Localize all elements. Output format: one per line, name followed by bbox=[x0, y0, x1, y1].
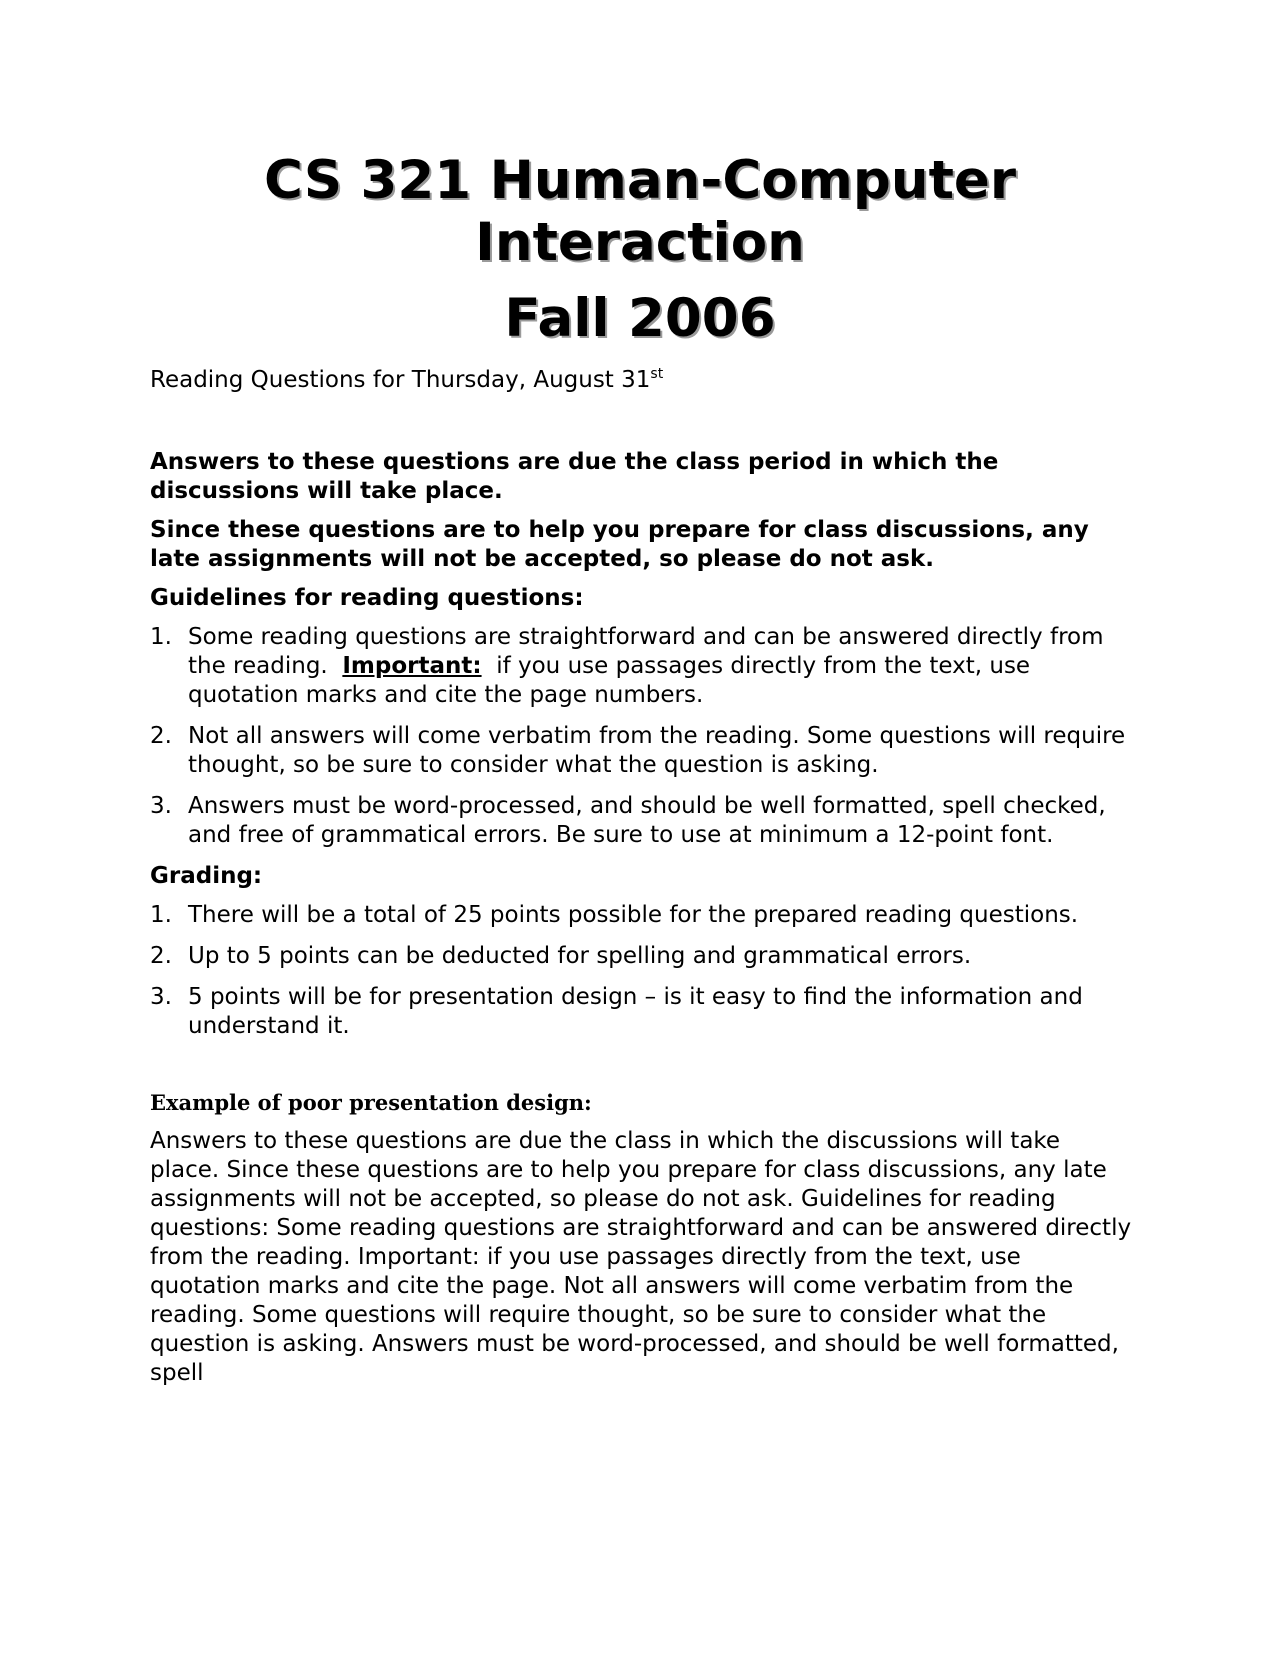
example-heading: Example of poor presentation design: bbox=[150, 1090, 592, 1115]
guidelines-heading: Guidelines for reading questions: bbox=[150, 585, 584, 611]
guideline-item bbox=[150, 722, 1130, 780]
grading-number: 1. bbox=[150, 902, 172, 928]
late-policy-notice: Since these questions are to help you prepare for class discussions, any late assignments will not be accepted, so please do not ask. bbox=[150, 517, 1089, 572]
title-line-subject: Interaction bbox=[475, 212, 805, 273]
grading-item bbox=[150, 983, 1130, 1041]
important-label: Important: bbox=[342, 653, 482, 679]
guideline-text: Not all answers will come verbatim from the reading. Some questions will require thought, so be sure to consider what the question is asking. bbox=[188, 723, 1126, 778]
guideline-text-continued: if you use passages directly from the text, use quotation marks and cite the page numbers. bbox=[188, 653, 1031, 708]
guideline-text: Answers must be word-processed, and should be well formatted, spell checked, and free of grammatical errors. Be sure to use at minimum a 12-point font. bbox=[188, 793, 1106, 848]
grading-item bbox=[150, 942, 1130, 971]
title-line-term: Fall 2006 bbox=[504, 288, 776, 349]
guideline-number: 3. bbox=[150, 793, 172, 819]
guidelines-list bbox=[150, 623, 1130, 850]
grading-text: Up to 5 points can be deducted for spelling and grammatical errors. bbox=[188, 943, 972, 969]
guideline-item bbox=[150, 792, 1130, 850]
grading-item bbox=[150, 901, 1130, 930]
guideline-text: Some reading questions are straightforward and can be answered directly from the reading. bbox=[188, 624, 1104, 679]
example-paragraph: Answers to these questions are due the class in which the discussions will take place. Since these questions are to help you prepare for class discussions, any late assignments will not be accepted, so please do not ask. Guidelines for reading questions: Some reading questions are straightforward and can be answered directly from the reading. Important: if you use passages directly from the text, use quotation marks and cite the page. Not all answers will come verbatim from the reading. Some questions will require thought, so be sure to consider what the question is asking. Answers must be word-processed, and should be well formatted, spell bbox=[150, 1128, 1132, 1386]
guideline-item bbox=[150, 623, 1130, 710]
title-line-course: CS 321 Human-Computer bbox=[263, 150, 1016, 211]
reading-questions-subtitle bbox=[150, 365, 663, 395]
document-title bbox=[150, 150, 1130, 350]
subtitle-superscript: st bbox=[650, 366, 664, 382]
grading-number: 3. bbox=[150, 984, 172, 1010]
grading-text: There will be a total of 25 points possible for the prepared reading questions. bbox=[188, 902, 1079, 928]
grading-heading: Grading: bbox=[150, 863, 263, 889]
grading-text: 5 points will be for presentation design – is it easy to find the information and understand it. bbox=[188, 984, 1083, 1039]
grading-list bbox=[150, 901, 1130, 1041]
document-body bbox=[150, 448, 1130, 1388]
guideline-number: 2. bbox=[150, 723, 172, 749]
due-notice: Answers to these questions are due the class period in which the discussions will take place. bbox=[150, 449, 999, 504]
grading-number: 2. bbox=[150, 943, 172, 969]
guideline-number: 1. bbox=[150, 624, 172, 650]
subtitle-text: Reading Questions for Thursday, August 31 bbox=[150, 367, 651, 393]
